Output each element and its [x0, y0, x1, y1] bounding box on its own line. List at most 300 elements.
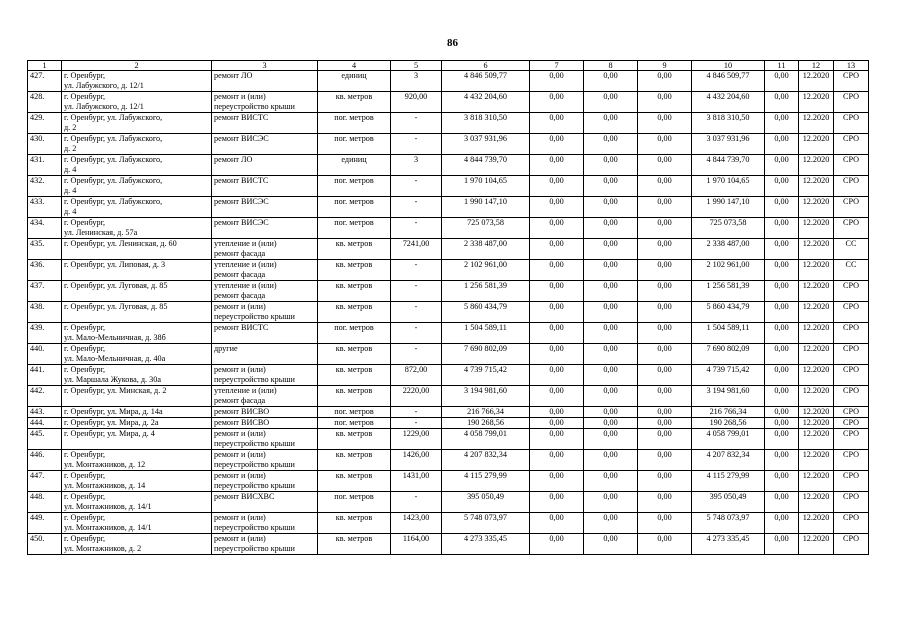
quantity-cell: - — [391, 113, 442, 134]
address-line: г. Оренбург, — [64, 344, 106, 353]
col8-cell: 0,00 — [584, 281, 638, 302]
work-type-cell — [212, 534, 318, 555]
address-cell — [62, 71, 212, 92]
address-line: ул. Мало-Мельничная, д. 40а — [64, 353, 166, 363]
quantity-cell: 1229,00 — [391, 429, 442, 450]
col9-cell: 0,00 — [638, 323, 692, 344]
table-row — [28, 155, 869, 176]
address-line: ул. Монтажников, д. 12 — [64, 459, 146, 469]
col11-cell: 0,00 — [765, 386, 799, 407]
quantity-cell: - — [391, 418, 442, 429]
unit-cell: кв. метров — [318, 450, 391, 471]
completion-date-cell: 12.2020 — [799, 471, 834, 492]
work-type-cell — [212, 176, 318, 197]
page-number: 86 — [447, 37, 458, 49]
address-cell — [62, 534, 212, 555]
unit-cell: пог. метров — [318, 176, 391, 197]
completion-date-cell: 12.2020 — [799, 92, 834, 113]
col7-cell: 0,00 — [530, 197, 584, 218]
work-type-line: ремонт ВИСЭС — [214, 197, 269, 206]
address-cell — [62, 218, 212, 239]
row-number-cell: 449. — [28, 513, 62, 534]
total-cost-cell: 4 058 799,01 — [442, 429, 530, 450]
completion-date-cell: 12.2020 — [799, 260, 834, 281]
address-cell — [62, 281, 212, 302]
col9-cell: 0,00 — [638, 281, 692, 302]
address-line: г. Оренбург, ул. Луговая, д. 85 — [64, 302, 168, 311]
column-header-11: 11 — [765, 61, 799, 71]
work-type-line: ремонт и (или) — [214, 471, 266, 480]
address-line: ул. Монтажников, д. 14 — [64, 480, 146, 490]
funding-method-cell: СС — [834, 239, 869, 260]
work-type-line: переустройство крыши — [214, 438, 295, 448]
unit-cell: пог. метров — [318, 323, 391, 344]
funding-method-cell: СРО — [834, 92, 869, 113]
address-cell — [62, 323, 212, 344]
col9-cell: 0,00 — [638, 71, 692, 92]
col11-cell: 0,00 — [765, 71, 799, 92]
col10-cell: 1 256 581,39 — [692, 281, 765, 302]
work-type-cell — [212, 134, 318, 155]
col11-cell: 0,00 — [765, 134, 799, 155]
row-number-cell: 439. — [28, 323, 62, 344]
table-row — [28, 323, 869, 344]
col8-cell: 0,00 — [584, 429, 638, 450]
work-type-cell — [212, 323, 318, 344]
address-cell — [62, 155, 212, 176]
table-row — [28, 344, 869, 365]
address-cell — [62, 365, 212, 386]
table-row — [28, 281, 869, 302]
funding-method-cell: СРО — [834, 197, 869, 218]
col8-cell: 0,00 — [584, 513, 638, 534]
col7-cell: 0,00 — [530, 418, 584, 429]
work-type-line: утепление и (или) — [214, 281, 277, 290]
funding-method-cell: СРО — [834, 407, 869, 418]
address-line: г. Оренбург, ул. Ленинская, д. 60 — [64, 239, 177, 248]
col10-cell: 216 766,34 — [692, 407, 765, 418]
completion-date-cell: 12.2020 — [799, 492, 834, 513]
col7-cell: 0,00 — [530, 492, 584, 513]
col11-cell: 0,00 — [765, 176, 799, 197]
completion-date-cell: 12.2020 — [799, 323, 834, 344]
col7-cell: 0,00 — [530, 134, 584, 155]
row-number-cell: 427. — [28, 71, 62, 92]
total-cost-cell: 2 338 487,00 — [442, 239, 530, 260]
col8-cell: 0,00 — [584, 218, 638, 239]
address-cell — [62, 386, 212, 407]
address-line: г. Оренбург, — [64, 323, 106, 332]
funding-method-cell: СРО — [834, 218, 869, 239]
address-line: г. Оренбург, ул. Мира, д. 14а — [64, 407, 163, 416]
col11-cell: 0,00 — [765, 302, 799, 323]
work-type-line: переустройство крыши — [214, 311, 295, 321]
col11-cell: 0,00 — [765, 534, 799, 555]
work-type-line: ремонт ЛО — [214, 71, 253, 80]
table-row — [28, 176, 869, 197]
unit-cell: единиц — [318, 71, 391, 92]
completion-date-cell: 12.2020 — [799, 302, 834, 323]
total-cost-cell: 4 739 715,42 — [442, 365, 530, 386]
quantity-cell: 1164,00 — [391, 534, 442, 555]
address-cell — [62, 471, 212, 492]
address-cell — [62, 407, 212, 418]
table-row — [28, 418, 869, 429]
row-number-cell: 433. — [28, 197, 62, 218]
work-type-line: утепление и (или) — [214, 260, 277, 269]
address-line: ул. Монтажников, д. 2 — [64, 543, 142, 553]
total-cost-cell: 190 268,56 — [442, 418, 530, 429]
work-type-line: ремонт ВИСТС — [214, 323, 269, 332]
work-type-line: ремонт и (или) — [214, 513, 266, 522]
row-number-cell: 444. — [28, 418, 62, 429]
funding-method-cell: СРО — [834, 113, 869, 134]
completion-date-cell: 12.2020 — [799, 113, 834, 134]
col11-cell: 0,00 — [765, 155, 799, 176]
address-line: г. Оренбург, ул. Мира, д. 2а — [64, 418, 159, 427]
total-cost-cell: 7 690 802,09 — [442, 344, 530, 365]
col7-cell: 0,00 — [530, 534, 584, 555]
address-cell — [62, 302, 212, 323]
table-row — [28, 492, 869, 513]
funding-method-cell: СРО — [834, 386, 869, 407]
total-cost-cell: 216 766,34 — [442, 407, 530, 418]
col10-cell: 4 115 279,99 — [692, 471, 765, 492]
address-line: г. Оренбург, ул. Лабужского, — [64, 113, 163, 122]
col9-cell: 0,00 — [638, 492, 692, 513]
col8-cell: 0,00 — [584, 302, 638, 323]
unit-cell: кв. метров — [318, 429, 391, 450]
unit-cell: кв. метров — [318, 471, 391, 492]
col10-cell: 725 073,58 — [692, 218, 765, 239]
completion-date-cell: 12.2020 — [799, 513, 834, 534]
col10-cell: 1 504 589,11 — [692, 323, 765, 344]
col10-cell: 4 739 715,42 — [692, 365, 765, 386]
col7-cell: 0,00 — [530, 92, 584, 113]
completion-date-cell: 12.2020 — [799, 418, 834, 429]
address-line: г. Оренбург, — [64, 513, 106, 522]
col10-cell: 4 846 509,77 — [692, 71, 765, 92]
row-number-cell: 446. — [28, 450, 62, 471]
col8-cell: 0,00 — [584, 471, 638, 492]
col11-cell: 0,00 — [765, 197, 799, 218]
unit-cell: пог. метров — [318, 197, 391, 218]
completion-date-cell: 12.2020 — [799, 429, 834, 450]
work-type-line: ремонт ВИСЭС — [214, 134, 269, 143]
col8-cell: 0,00 — [584, 365, 638, 386]
row-number-cell: 442. — [28, 386, 62, 407]
funding-method-cell: СРО — [834, 429, 869, 450]
unit-cell: кв. метров — [318, 260, 391, 281]
col11-cell: 0,00 — [765, 471, 799, 492]
unit-cell: пог. метров — [318, 113, 391, 134]
col9-cell: 0,00 — [638, 176, 692, 197]
row-number-cell: 428. — [28, 92, 62, 113]
funding-method-cell: СРО — [834, 450, 869, 471]
quantity-cell: 1431,00 — [391, 471, 442, 492]
address-line: ул. Монтажников, д. 14/1 — [64, 522, 152, 532]
col9-cell: 0,00 — [638, 260, 692, 281]
col7-cell: 0,00 — [530, 302, 584, 323]
address-line: г. Оренбург, ул. Лабужского, — [64, 134, 163, 143]
col11-cell: 0,00 — [765, 418, 799, 429]
col10-cell: 5 748 073,97 — [692, 513, 765, 534]
quantity-cell: 2220,00 — [391, 386, 442, 407]
completion-date-cell: 12.2020 — [799, 197, 834, 218]
work-type-line: переустройство крыши — [214, 543, 295, 553]
unit-cell: кв. метров — [318, 365, 391, 386]
table-row — [28, 113, 869, 134]
total-cost-cell: 4 207 832,34 — [442, 450, 530, 471]
table-row — [28, 513, 869, 534]
col7-cell: 0,00 — [530, 239, 584, 260]
work-type-cell — [212, 513, 318, 534]
address-line: ул. Монтажников, д. 14/1 — [64, 501, 152, 511]
col10-cell: 395 050,49 — [692, 492, 765, 513]
quantity-cell: 7241,00 — [391, 239, 442, 260]
row-number-cell: 429. — [28, 113, 62, 134]
col9-cell: 0,00 — [638, 534, 692, 555]
row-number-cell: 436. — [28, 260, 62, 281]
total-cost-cell: 3 194 981,60 — [442, 386, 530, 407]
address-cell — [62, 513, 212, 534]
col11-cell: 0,00 — [765, 260, 799, 281]
quantity-cell: 920,00 — [391, 92, 442, 113]
col10-cell: 4 058 799,01 — [692, 429, 765, 450]
col9-cell: 0,00 — [638, 386, 692, 407]
funding-method-cell: СС — [834, 260, 869, 281]
funding-method-cell: СРО — [834, 176, 869, 197]
col11-cell: 0,00 — [765, 218, 799, 239]
work-type-line: ремонт и (или) — [214, 450, 266, 459]
column-header-10: 10 — [692, 61, 765, 71]
quantity-cell: 1423,00 — [391, 513, 442, 534]
col9-cell: 0,00 — [638, 218, 692, 239]
col9-cell: 0,00 — [638, 155, 692, 176]
address-cell — [62, 418, 212, 429]
address-line: г. Оренбург, — [64, 534, 106, 543]
work-type-cell — [212, 260, 318, 281]
col9-cell: 0,00 — [638, 344, 692, 365]
total-cost-cell: 395 050,49 — [442, 492, 530, 513]
work-type-line: ремонт и (или) — [214, 92, 266, 101]
row-number-cell: 438. — [28, 302, 62, 323]
col8-cell: 0,00 — [584, 450, 638, 471]
table-row — [28, 239, 869, 260]
work-type-line: ремонт фасада — [214, 269, 266, 279]
work-type-line: утепление и (или) — [214, 386, 277, 395]
row-number-cell: 441. — [28, 365, 62, 386]
col8-cell: 0,00 — [584, 71, 638, 92]
column-header-5: 5 — [391, 61, 442, 71]
funding-method-cell: СРО — [834, 513, 869, 534]
table-row — [28, 534, 869, 555]
funding-method-cell: СРО — [834, 471, 869, 492]
col7-cell: 0,00 — [530, 429, 584, 450]
col9-cell: 0,00 — [638, 365, 692, 386]
unit-cell: пог. метров — [318, 218, 391, 239]
unit-cell: пог. метров — [318, 407, 391, 418]
address-line: г. Оренбург, ул. Луговая, д. 85 — [64, 281, 168, 290]
col10-cell: 4 844 739,70 — [692, 155, 765, 176]
work-type-line: ремонт ВИСТС — [214, 113, 269, 122]
col9-cell: 0,00 — [638, 239, 692, 260]
col11-cell: 0,00 — [765, 450, 799, 471]
unit-cell: кв. метров — [318, 534, 391, 555]
address-line: г. Оренбург, — [64, 450, 106, 459]
quantity-cell: - — [391, 323, 442, 344]
work-type-line: ремонт ВИСВО — [214, 418, 270, 427]
work-type-cell — [212, 492, 318, 513]
unit-cell: кв. метров — [318, 92, 391, 113]
table-row — [28, 92, 869, 113]
address-cell — [62, 492, 212, 513]
col8-cell: 0,00 — [584, 344, 638, 365]
completion-date-cell: 12.2020 — [799, 450, 834, 471]
table-row — [28, 218, 869, 239]
address-line: г. Оренбург, ул. Лабужского, — [64, 197, 163, 206]
row-number-cell: 432. — [28, 176, 62, 197]
col8-cell: 0,00 — [584, 418, 638, 429]
unit-cell: кв. метров — [318, 239, 391, 260]
completion-date-cell: 12.2020 — [799, 239, 834, 260]
col10-cell: 190 268,56 — [692, 418, 765, 429]
completion-date-cell: 12.2020 — [799, 407, 834, 418]
table-row — [28, 197, 869, 218]
col7-cell: 0,00 — [530, 407, 584, 418]
quantity-cell: - — [391, 492, 442, 513]
col11-cell: 0,00 — [765, 323, 799, 344]
address-line: д. 4 — [64, 164, 77, 174]
funding-method-cell: СРО — [834, 302, 869, 323]
quantity-cell: - — [391, 302, 442, 323]
col8-cell: 0,00 — [584, 92, 638, 113]
work-type-line: переустройство крыши — [214, 522, 295, 532]
completion-date-cell: 12.2020 — [799, 71, 834, 92]
column-header-9: 9 — [638, 61, 692, 71]
work-type-cell — [212, 239, 318, 260]
col11-cell: 0,00 — [765, 407, 799, 418]
address-cell — [62, 197, 212, 218]
funding-method-cell: СРО — [834, 323, 869, 344]
col11-cell: 0,00 — [765, 513, 799, 534]
col7-cell: 0,00 — [530, 513, 584, 534]
row-number-cell: 440. — [28, 344, 62, 365]
col10-cell: 2 338 487,00 — [692, 239, 765, 260]
quantity-cell: 872,00 — [391, 365, 442, 386]
work-type-cell — [212, 197, 318, 218]
work-type-line: переустройство крыши — [214, 480, 295, 490]
col8-cell: 0,00 — [584, 134, 638, 155]
col8-cell: 0,00 — [584, 386, 638, 407]
col9-cell: 0,00 — [638, 302, 692, 323]
funding-method-cell: СРО — [834, 492, 869, 513]
completion-date-cell: 12.2020 — [799, 365, 834, 386]
work-type-line: ремонт и (или) — [214, 534, 266, 543]
address-cell — [62, 450, 212, 471]
quantity-cell: 1426,00 — [391, 450, 442, 471]
col8-cell: 0,00 — [584, 239, 638, 260]
col10-cell: 5 860 434,79 — [692, 302, 765, 323]
funding-method-cell: СРО — [834, 134, 869, 155]
col10-cell: 3 037 931,96 — [692, 134, 765, 155]
table-row — [28, 407, 869, 418]
repair-program-table — [27, 60, 869, 555]
col10-cell: 4 432 204,60 — [692, 92, 765, 113]
address-cell — [62, 344, 212, 365]
work-type-cell — [212, 344, 318, 365]
work-type-cell — [212, 386, 318, 407]
address-cell — [62, 429, 212, 450]
col11-cell: 0,00 — [765, 92, 799, 113]
total-cost-cell: 2 102 961,00 — [442, 260, 530, 281]
col9-cell: 0,00 — [638, 134, 692, 155]
work-type-cell — [212, 365, 318, 386]
table-row — [28, 365, 869, 386]
total-cost-cell: 1 990 147,10 — [442, 197, 530, 218]
col11-cell: 0,00 — [765, 429, 799, 450]
total-cost-cell: 3 818 310,50 — [442, 113, 530, 134]
col8-cell: 0,00 — [584, 323, 638, 344]
quantity-cell: - — [391, 134, 442, 155]
address-line: д. 2 — [64, 143, 77, 153]
address-line: г. Оренбург, ул. Лабужского, — [64, 176, 163, 185]
row-number-cell: 447. — [28, 471, 62, 492]
address-line: ул. Лабужского, д. 12/1 — [64, 80, 144, 90]
work-type-line: ремонт и (или) — [214, 302, 266, 311]
table-row — [28, 134, 869, 155]
table-row — [28, 450, 869, 471]
address-cell — [62, 113, 212, 134]
completion-date-cell: 12.2020 — [799, 134, 834, 155]
work-type-line: ремонт фасада — [214, 395, 266, 405]
work-type-cell — [212, 218, 318, 239]
total-cost-cell: 4 432 204,60 — [442, 92, 530, 113]
table-row — [28, 302, 869, 323]
column-number-header-row — [28, 61, 869, 71]
col10-cell: 4 273 335,45 — [692, 534, 765, 555]
work-type-cell — [212, 429, 318, 450]
address-line: г. Оренбург, — [64, 92, 106, 101]
work-type-line: ремонт ВИСХВС — [214, 492, 275, 501]
total-cost-cell: 1 504 589,11 — [442, 323, 530, 344]
completion-date-cell: 12.2020 — [799, 155, 834, 176]
table-row — [28, 71, 869, 92]
quantity-cell: - — [391, 260, 442, 281]
completion-date-cell: 12.2020 — [799, 218, 834, 239]
total-cost-cell: 1 256 581,39 — [442, 281, 530, 302]
work-type-line: ремонт ВИСЭС — [214, 218, 269, 227]
table-row — [28, 260, 869, 281]
total-cost-cell: 4 115 279,99 — [442, 471, 530, 492]
col7-cell: 0,00 — [530, 176, 584, 197]
funding-method-cell: СРО — [834, 534, 869, 555]
col11-cell: 0,00 — [765, 344, 799, 365]
unit-cell: пог. метров — [318, 134, 391, 155]
work-type-line: ремонт фасада — [214, 248, 266, 258]
col7-cell: 0,00 — [530, 365, 584, 386]
quantity-cell: - — [391, 344, 442, 365]
address-cell — [62, 260, 212, 281]
quantity-cell: - — [391, 176, 442, 197]
unit-cell: единиц — [318, 155, 391, 176]
total-cost-cell: 4 273 335,45 — [442, 534, 530, 555]
total-cost-cell: 4 846 509,77 — [442, 71, 530, 92]
work-type-cell — [212, 281, 318, 302]
funding-method-cell: СРО — [834, 418, 869, 429]
row-number-cell: 435. — [28, 239, 62, 260]
row-number-cell: 450. — [28, 534, 62, 555]
